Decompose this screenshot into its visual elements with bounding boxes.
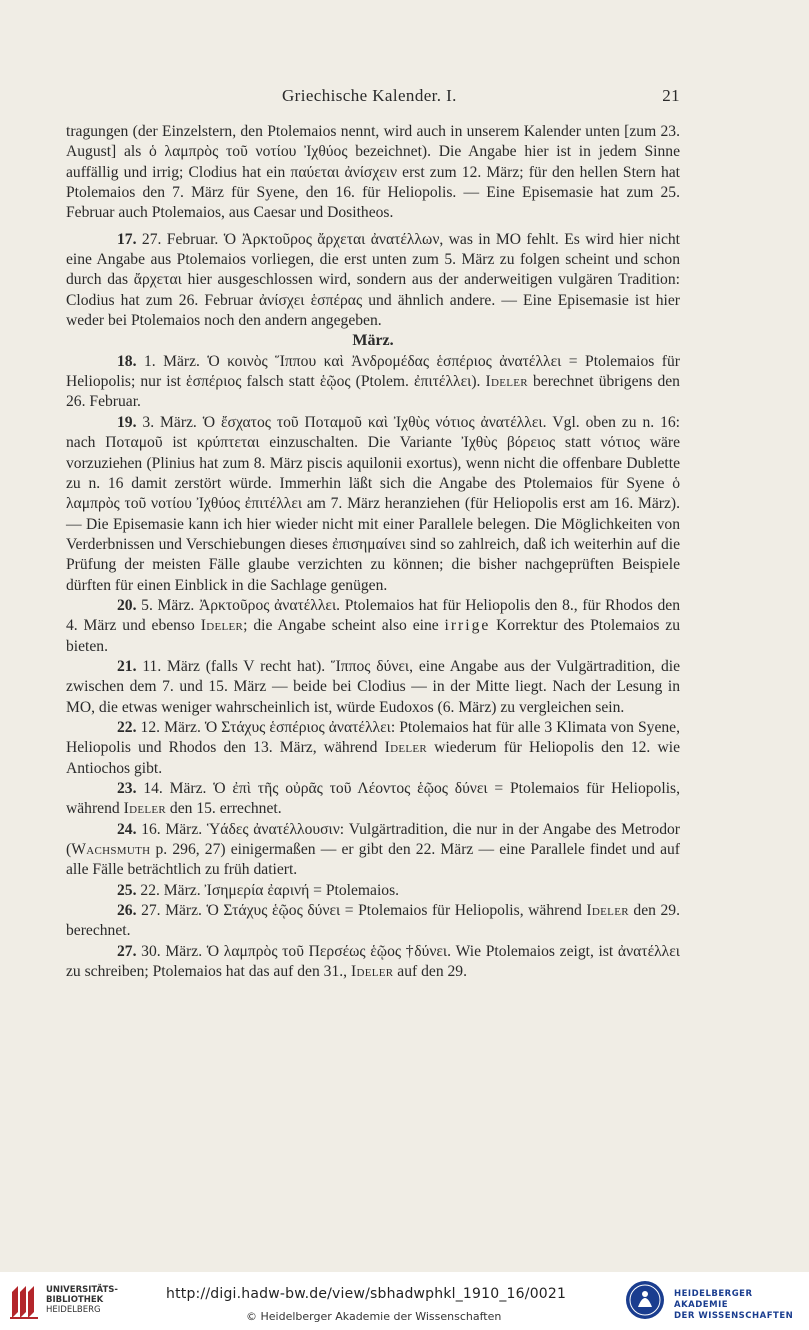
author-name: Ideler bbox=[586, 902, 629, 920]
entry-18 bbox=[66, 352, 680, 413]
entry-number: 20. bbox=[117, 596, 137, 614]
entry-text-mid: ; die Angabe scheint also eine bbox=[243, 617, 445, 635]
entry-text-tail: den 15. errechnet. bbox=[166, 800, 282, 818]
library-line-3: HEIDELBERG bbox=[46, 1305, 101, 1315]
entry-text: 16. März. Ὑάδες ἀνατέλλουσιν: Vulgärtradition, die nur in der Angabe des Metrodor ( bbox=[66, 820, 680, 859]
entry-number: 17. bbox=[117, 230, 137, 248]
copyright-notice: © Heidelberger Akademie der Wissenschaften bbox=[246, 1310, 502, 1323]
academy-name bbox=[674, 1289, 809, 1322]
entry-text-tail: den 29. berechnet. bbox=[66, 902, 680, 940]
entry-20 bbox=[66, 596, 680, 657]
library-line-1: UNIVERSITÄTS- bbox=[46, 1285, 118, 1295]
entry-text-tail: auf den 29. bbox=[393, 963, 468, 981]
author-name: Ideler bbox=[123, 800, 167, 818]
entry-text: 14. März. Ὁ ἐπὶ τῆς οὐρᾶς τοῦ Λέοντος ἑῷος δύνει = Ptolemaios für Heliopolis, während bbox=[66, 780, 680, 818]
entry-number: 21. bbox=[117, 657, 137, 675]
academy-line-1: HEIDELBERGER AKADEMIE bbox=[674, 1289, 753, 1310]
entry-24 bbox=[66, 820, 680, 881]
entry-number: 22. bbox=[117, 718, 137, 736]
entry-25 bbox=[66, 881, 680, 901]
entry-17 bbox=[66, 230, 680, 332]
entry-text: 27. März. Ὁ Στάχυς ἑῷος δύνει = Ptolemaios für Heliopolis, während bbox=[141, 902, 587, 920]
entry-number: 26. bbox=[117, 902, 137, 920]
page-number: 21 bbox=[662, 86, 680, 105]
entry-text-tail: berechnet übrigens den 26. Februar. bbox=[66, 373, 680, 411]
entry-number: 19. bbox=[117, 413, 137, 431]
section-heading: März. bbox=[352, 332, 394, 350]
entry-text-tail: p. 296, 27) einigermaßen — er gibt den 22. März — eine Parallele findet und auf alle Fälle beträchtlich zu früh datiert. bbox=[66, 841, 680, 879]
academy-seal-icon[interactable] bbox=[624, 1279, 666, 1321]
permalink-url[interactable]: http://digi.hadw-bw.de/view/sbhadwphkl_1910_16/0021 bbox=[166, 1286, 567, 1302]
entry-21 bbox=[66, 657, 680, 718]
entry-27 bbox=[66, 942, 680, 983]
library-line-2: BIBLIOTHEK bbox=[46, 1295, 104, 1305]
entry-text: 30. März. Ὁ λαμπρὸς τοῦ Περσέως ἑῷος †δύνει. Wie Ptolemaios zeigt, ist ἀνατέλλει zu schreiben; Ptolemaios hat das auf den 31., bbox=[66, 942, 680, 981]
entry-text: 22. März. Ἰσημερία ἐαρινή = Ptolemaios. bbox=[140, 881, 400, 899]
entry-text-tail: Korrektur des Ptolemaios zu bieten. bbox=[66, 617, 681, 655]
university-library-logo-icon[interactable] bbox=[8, 1282, 42, 1320]
entry-23 bbox=[66, 779, 680, 820]
entry-26 bbox=[66, 901, 680, 942]
author-name: Ideler bbox=[384, 739, 428, 757]
paragraph bbox=[66, 122, 680, 224]
entry-number: 24. bbox=[117, 820, 137, 838]
author-name: Wachsmuth bbox=[71, 841, 151, 859]
entry-text: 5. März. Ἀρκτοῦρος ἀνατέλλει. Ptolemaios hat für Heliopolis den 8., für Rhodos den 4. März und ebenso bbox=[66, 596, 680, 635]
entry-number: 23. bbox=[117, 780, 137, 797]
entry-text: 27. Februar. Ὁ Ἀρκτοῦρος ἄρχεται ἀνατέλλων, was in MO fehlt. Es wird hier nicht eine Angabe aus Ptolemaios vorliegen, die erst unten zum 5. März zu folgen scheint und schon durch das ἄρχεται hier ausgeschlossen wird, sondern aus der anderweitigen vulgären Tradition: Clodius hat zum 26. Februar ἀνίσχει ἑσπέρας und ähnlich andere. — Eine Episemasie ist hier weder bei Ptolemaios noch den andern angegeben. bbox=[66, 230, 680, 330]
author-name: Ideler bbox=[485, 373, 528, 391]
viewer-footer bbox=[0, 1272, 809, 1330]
author-name: Ideler bbox=[350, 963, 394, 981]
entry-text: 11. März (falls V recht hat). Ἵππος δύνει, eine Angabe aus der Vulgärtradition, die zwischen dem 7. und 15. März — beide bei Clodius — in der Mitte liegt. Nach der Lesung in MO, die etwas weniger wahrscheinlich ist, würde Eudoxos (6. März) zu vergleichen sein. bbox=[66, 657, 680, 716]
entry-text: 1. März. Ὁ κοινὸς Ἵππου καὶ Ἀνδρομέδας ἑσπέριος ἀνατέλλει = Ptolemaios für Heliopolis; nur ist ἑσπέριος falsch statt ἑῷος (Ptolem. ἐπιτέλλει). bbox=[66, 352, 680, 391]
entry-number: 27. bbox=[117, 942, 137, 960]
body-text bbox=[66, 122, 680, 982]
entry-19 bbox=[66, 413, 680, 596]
university-library-name bbox=[46, 1285, 118, 1315]
running-head-title: Griechische Kalender. I. bbox=[282, 86, 457, 105]
spaced-emphasis: irrige bbox=[444, 617, 491, 635]
entry-number: 18. bbox=[117, 352, 137, 370]
entry-text: 3. März. Ὁ ἔσχατος τοῦ Ποταμοῦ καὶ Ἰχθὺς νότιος ἀνατέλλει. Vgl. oben zu n. 16: nach Ποταμοῦ ist κρύπτεται einzuschalten. Die Variante Ἰχθὺς βόρειος statt νότιος wäre vorzuziehen (Plinius hat zum 8. März piscis aquilonii exortus), wenn nicht die offenbare Dublette zu n. 16 damit zerstört würde. Immerhin läßt sich die Angabe des Ptolemaios für Syene ὁ λαμπρὸς τοῦ νοτίου Ἰχθύος ἐπιτέλλει am 7. März heranziehen (für Heliopolis erst am 16. März). — Die Episemasie kann ich hier wieder nicht mit einer Parallele belegen. Die Möglichkeiten von Verderbnissen und Verschiebungen dieses ἐπισημαίνει sind so zahlreich, daß ich weiterhin auf die Prüfung der meisten Fälle glaube verzichten zu können; die bisher nachgeprüften Beispiele dürften für einen Einblick in die Sachlage genügen. bbox=[66, 413, 680, 594]
entry-text: 12. März. Ὁ Στάχυς ἑσπέριος ἀνατέλλει: Ptolemaios hat für alle 3 Klimata von Syene, Heliopolis und Rhodos den 13. März, während bbox=[66, 718, 680, 757]
paragraph-text: tragungen (der Einzelstern, den Ptolemaios nennt, wird auch in unserem Kalender unten [zum 23. August] als ὁ λαμπρὸς τοῦ νοτίου Ἰχθύος bezeichnet). Die Angabe hier ist in jedem Sinne auffällig und irrig; Clodius hat ein παύεται ἀνίσχειν erst zum 12. März; für den hellen Stern hat Ptolemaios den 7. März für Syene, den 16. für Heliopolis. — Eine Episemasie hat zum 25. Februar auch Ptolemaios, aus Caesar und Dositheos. bbox=[66, 123, 680, 222]
entry-22 bbox=[66, 718, 680, 779]
entry-number: 25. bbox=[117, 881, 137, 899]
author-name: Ideler bbox=[200, 617, 244, 635]
academy-line-2: DER WISSENSCHAFTEN bbox=[674, 1311, 794, 1321]
entry-text-tail: wiederum für Heliopolis den 12. wie Antiochos gibt. bbox=[66, 739, 680, 777]
